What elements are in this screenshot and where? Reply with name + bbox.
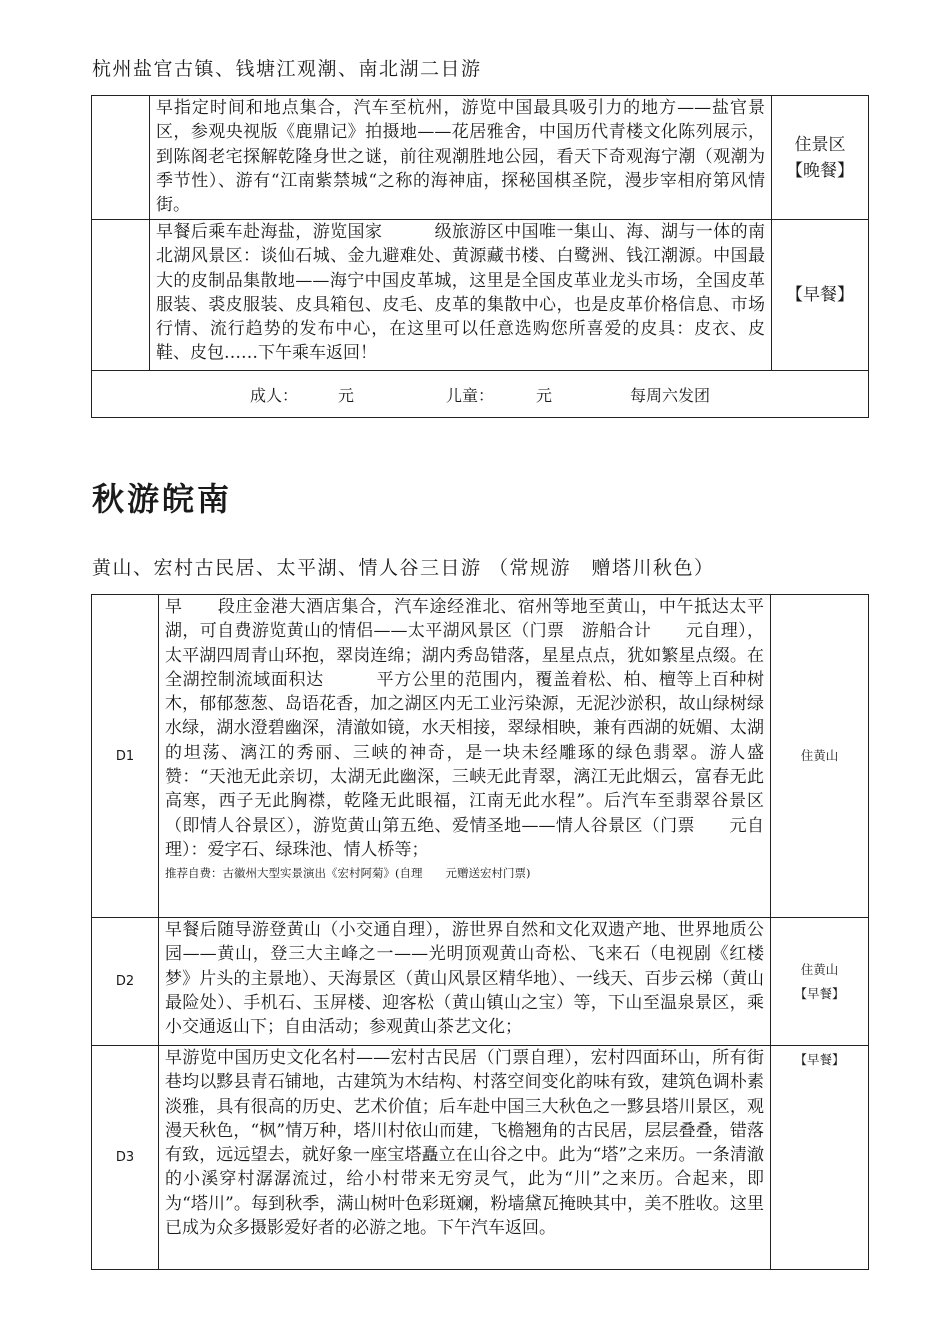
meal-label: 【早餐】 bbox=[794, 985, 845, 1001]
tour2-itinerary-table bbox=[91, 594, 869, 1270]
tour1-itinerary-table bbox=[91, 95, 869, 418]
stay-meal-cell bbox=[772, 220, 869, 371]
tour1-title: 杭州盐官古镇、钱塘江观潮、南北湖二日游 bbox=[92, 58, 482, 80]
stay-meal-cell bbox=[772, 96, 869, 220]
day-description bbox=[159, 595, 771, 918]
section-heading: 秋游皖南 bbox=[92, 480, 233, 518]
meal-label: 【早餐】 bbox=[786, 285, 854, 305]
price-row bbox=[92, 371, 869, 418]
stay-label: 住黄山 bbox=[800, 748, 839, 763]
child-price-unit: 元 bbox=[536, 385, 553, 405]
day-label: D3 bbox=[92, 1046, 159, 1270]
table-row bbox=[92, 220, 869, 371]
table-row bbox=[92, 595, 869, 918]
meal-label: 【晚餐】 bbox=[786, 160, 854, 181]
adult-price-unit: 元 bbox=[337, 385, 354, 405]
meal-label: 【早餐】 bbox=[794, 1052, 845, 1067]
stay-label: 住黄山 bbox=[800, 961, 839, 977]
table-row bbox=[92, 918, 869, 1046]
stay-label: 住景区 bbox=[794, 134, 846, 155]
day-description-text: 早 段庄金港大酒店集合，汽车途经淮北、宿州等地至黄山，中午抵达太平湖，可自费游览黄山的情侣——太平湖风景区（门票 游船合计 元自理），太平湖四周青山环抱，翠岗连绵；湖内秀岛错落，星星点点，犹如繁星点缀。在全湖控制流域面积达 平方公里的范围内，覆盖着松、柏、檀等上百种树木，郁郁葱葱、岛语花香，加之湖区内无工业污染源，无泥沙淤积，故山绿树绿水绿，湖水澄碧幽深，清澈如镜，水天相接，翠绿相映，兼有西湖的妩媚、太湖的坦荡、漓江的秀丽、三峡的神奇，是一块未经雕琢的绿色翡翠。游人盛赞：“天池无此亲切，太湖无此幽深，三峡无此青翠，漓江无此烟云，富春无此高寒，西子无此胸襟，乾隆无此眼福，江南无此水程”。后汽车至翡翠谷景区（即情人谷景区），游览黄山第五绝、爱情圣地——情人谷景区（门票 元自理）：爱字石、绿珠池、情人桥等； bbox=[165, 597, 764, 860]
day-description: 早游览中国历史文化名村——宏村古民居（门票自理），宏村四面环山，所有街巷均以黟县青石铺地，古建筑为木结构、村落空间变化韵味有致，建筑色调朴素淡雅，具有很高的历史、艺术价值；后车赴中国三大秋色之一黟县塔川景区，观漫天秋色，“枫”情万种，塔川村依山而建，飞檐翘角的古民居，层层叠叠，错落有致，远远望去，就好象一座宝塔矗立在山谷之中。此为“塔”之来历。一条清澈的小溪穿村潺潺流过，给小村带来无穷灵气，此为“川”之来历。合起来，即为“塔川”。每到秋季，满山树叶色彩斑斓，粉墙黛瓦掩映其中，美不胜收。这里已成为众多摄影爱好者的必游之地。下午汽车返回。 bbox=[159, 1046, 771, 1270]
day-description: 早餐后随导游登黄山（小交通自理），游世界自然和文化双遗产地、世界地质公园——黄山，登三大主峰之一——光明顶观黄山奇松、飞来石（电视剧《红楼梦》片头的主景地）、天海景区（黄山风景区精华地）、一线天、百步云梯（黄山最险处）、手机石、玉屏楼、迎客松（黄山镇山之宝）等，下山至温泉景区，乘小交通返山下；自由活动；参观黄山茶艺文化； bbox=[159, 918, 771, 1046]
table-row bbox=[92, 1046, 869, 1270]
stay-meal-cell bbox=[771, 918, 869, 1046]
day-description: 早餐后乘车赴海盐，游览国家 级旅游区中国唯一集山、海、湖与一体的南北湖风景区：谈仙石城、金九避难处、黄源藏书楼、白鹭洲、钱江潮源。中国最大的皮制品集散地——海宁中国皮革城，这里是全国皮革业龙头市场，全国皮革服装、裘皮服装、皮具箱包、皮毛、皮革的集散中心，也是皮革价格信息、市场行情、流行趋势的发布中心，在这里可以任意选购您所喜爱的皮具：皮衣、皮鞋、皮包……下午乘车返回！ bbox=[150, 220, 772, 371]
adult-price-label: 成人： bbox=[249, 385, 298, 405]
day-cell bbox=[92, 220, 150, 371]
child-price-label: 儿童： bbox=[445, 385, 494, 405]
price-cell bbox=[92, 371, 869, 418]
stay-meal-cell bbox=[771, 1046, 869, 1270]
day-label: D2 bbox=[92, 918, 159, 1046]
day-description: 早指定时间和地点集合，汽车至杭州，游览中国最具吸引力的地方——盐官景区，参观央视版《鹿鼎记》拍摄地——花居雅舍，中国历代青楼文化陈列展示，到陈阁老宅探解乾隆身世之谜，前往观潮胜地公园，看天下奇观海宁潮（观潮为季节性）、游有“江南紫禁城“之称的海神庙，探秘国棋圣院，漫步宰相府第风情街。 bbox=[150, 96, 772, 220]
day-label: D1 bbox=[92, 595, 159, 918]
stay-meal-cell bbox=[771, 595, 869, 918]
departure-schedule: 每周六发团 bbox=[630, 385, 711, 405]
table-row bbox=[92, 96, 869, 220]
tour2-title: 黄山、宏村古民居、太平湖、情人谷三日游 （常规游 赠塔川秋色） bbox=[92, 557, 715, 579]
day-cell bbox=[92, 96, 150, 220]
optional-expense-note: 推荐自费：古徽州大型实景演出《宏村阿菊》(自理 元赠送宏村门票) bbox=[165, 866, 531, 881]
